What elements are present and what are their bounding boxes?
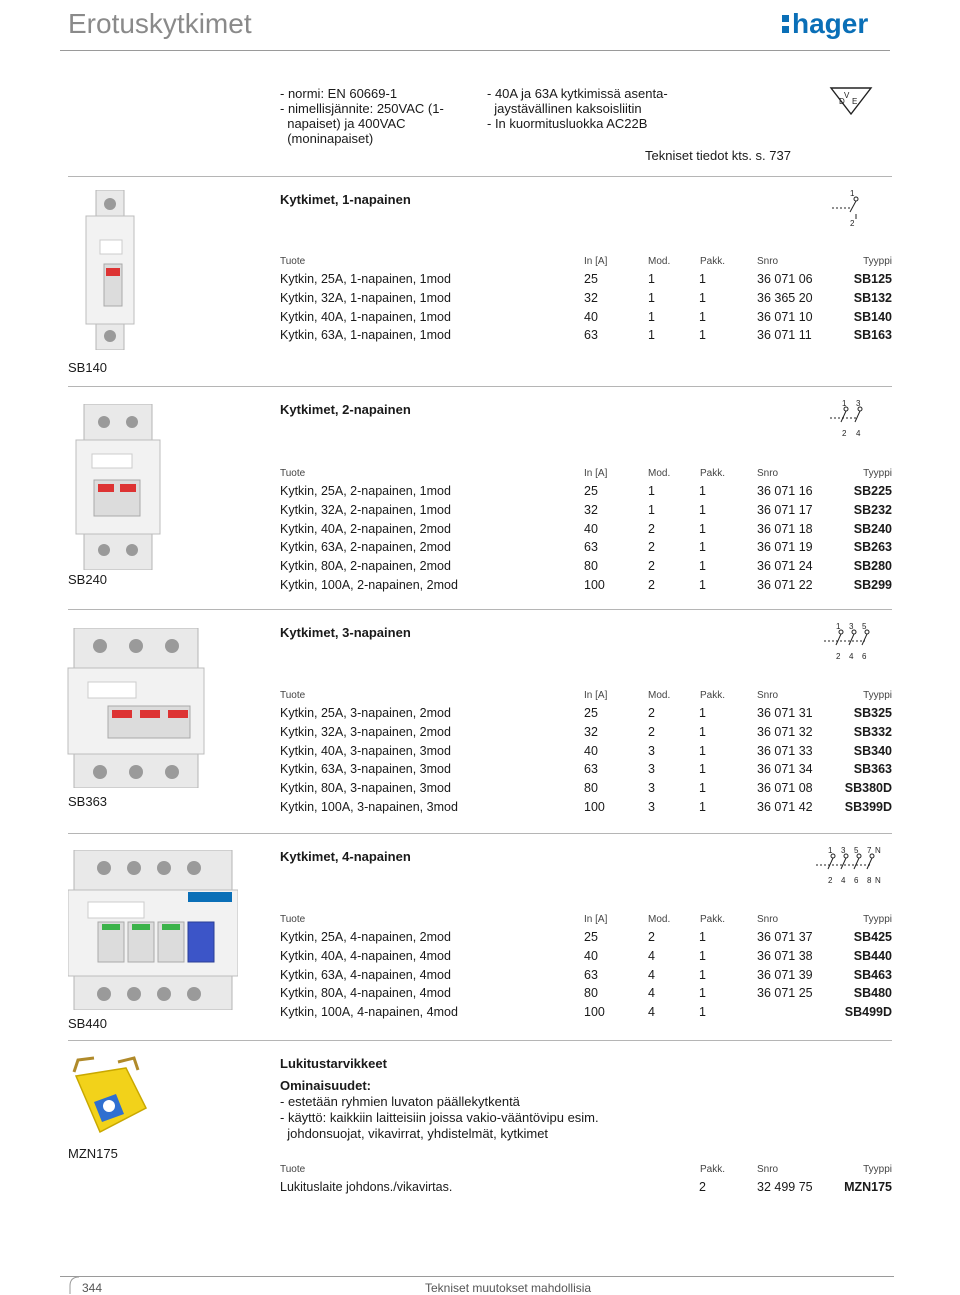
cell-product: Kytkin, 63A, 3-napainen, 3mod	[280, 762, 451, 777]
cell-snro: 36 071 08	[757, 781, 813, 796]
svg-text:5: 5	[854, 846, 859, 855]
table-row	[280, 744, 892, 763]
table-header	[280, 690, 892, 706]
cell-type: SB240	[853, 521, 892, 536]
cell-type: SB380D	[844, 781, 892, 796]
product-table-3pole	[280, 690, 892, 819]
cell-in: 100	[584, 799, 605, 814]
product-label-sb240: SB240	[68, 572, 108, 587]
svg-text:6: 6	[862, 652, 867, 661]
cell-snro: 36 071 31	[757, 706, 813, 720]
cell-product: Lukituslaite johdons./vikavirtas.	[280, 1180, 453, 1194]
intro-left-bullets	[280, 86, 444, 146]
cell-snro: 36 071 10	[757, 309, 813, 324]
footer-rule	[60, 1276, 894, 1277]
cell-snro: 36 071 19	[757, 540, 813, 555]
cell-type: SB480	[853, 986, 892, 1001]
cell-product: Kytkin, 25A, 4-napainen, 2mod	[280, 930, 451, 944]
cell-mod: 3	[648, 743, 655, 758]
svg-text:5: 5	[862, 622, 867, 631]
cell-type: SB125	[853, 272, 892, 286]
cell-type: SB399D	[844, 799, 892, 814]
vde-approval-icon	[827, 82, 875, 118]
cell-type: SB440	[853, 948, 892, 963]
table-header	[280, 468, 892, 484]
cell-type: SB163	[853, 328, 892, 343]
cell-snro: 36 071 42	[757, 799, 813, 814]
cell-pakk: 1	[699, 986, 706, 1001]
cell-in: 40	[584, 743, 598, 758]
cell-in: 25	[584, 484, 598, 498]
col-product: Tuote	[280, 914, 306, 925]
section-title-4pole: Kytkimet, 4-napainen	[280, 849, 411, 864]
cell-pakk: 1	[699, 309, 706, 324]
switch-symbol-1pole-icon	[826, 186, 876, 228]
cell-type: SB340	[853, 743, 892, 758]
svg-text:2: 2	[836, 652, 841, 661]
cell-pakk: 1	[699, 930, 706, 944]
table-header	[280, 914, 892, 930]
table-row	[280, 310, 892, 329]
svg-text:2: 2	[850, 219, 855, 228]
col-in: In [A]	[584, 914, 608, 925]
bullet-terminal: - 40A ja 63A kytkimissä asenta-	[487, 86, 668, 101]
table-header	[280, 256, 892, 272]
feature-item: - käyttö: kaikkiin laitteisiin joissa vakio-vääntövipu esim.	[280, 1110, 599, 1125]
col-product: Tuote	[280, 468, 306, 479]
cell-in: 25	[584, 930, 598, 944]
svg-text:6: 6	[854, 876, 859, 885]
cell-product: Kytkin, 32A, 2-napainen, 1mod	[280, 502, 451, 517]
cell-mod: 2	[648, 706, 655, 720]
cell-product: Kytkin, 63A, 4-napainen, 4mod	[280, 967, 451, 982]
svg-text:E: E	[852, 97, 858, 106]
cell-pakk: 1	[699, 799, 706, 814]
cell-in: 63	[584, 967, 598, 982]
table-row	[280, 578, 892, 597]
col-mod: Mod.	[648, 256, 671, 267]
col-pakk: Pakk.	[700, 690, 726, 701]
cell-product: Kytkin, 100A, 4-napainen, 4mod	[280, 1005, 458, 1020]
col-type: Tyyppi	[863, 1164, 892, 1175]
cell-product: Kytkin, 80A, 2-napainen, 2mod	[280, 559, 451, 574]
svg-text:1: 1	[828, 846, 833, 855]
cell-pakk: 1	[699, 577, 706, 592]
cell-product: Kytkin, 40A, 2-napainen, 2mod	[280, 521, 451, 536]
col-pakk: Pakk.	[700, 1164, 726, 1175]
cell-type: MZN175	[844, 1180, 892, 1194]
cell-pakk: 1	[699, 540, 706, 555]
table-row	[280, 968, 892, 987]
product-image-sb240	[68, 404, 168, 570]
cell-in: 25	[584, 272, 598, 286]
features-title: Ominaisuudet:	[280, 1078, 372, 1093]
cell-pakk: 1	[699, 781, 706, 796]
page-number: 344	[82, 1281, 103, 1295]
svg-text:4: 4	[849, 652, 854, 661]
cell-product: Kytkin, 80A, 3-napainen, 3mod	[280, 781, 451, 796]
col-type: Tyyppi	[863, 256, 892, 267]
col-snro: Snro	[757, 468, 779, 479]
cell-type: SB140	[853, 309, 892, 324]
product-table-accessories	[280, 1164, 892, 1199]
cell-snro: 36 071 18	[757, 521, 813, 536]
cell-product: Kytkin, 40A, 1-napainen, 1mod	[280, 309, 451, 324]
table-row	[280, 272, 892, 291]
col-product: Tuote	[280, 256, 306, 267]
svg-text:4: 4	[856, 429, 861, 438]
section-separator	[68, 609, 892, 610]
cell-in: 32	[584, 502, 598, 517]
cell-type: SB232	[853, 502, 892, 517]
svg-text:N: N	[875, 876, 881, 885]
bullet-category: - In kuormitusluokka AC22B	[487, 116, 648, 131]
cell-mod: 3	[648, 781, 655, 796]
footer-corner-icon	[68, 1276, 80, 1294]
cell-in: 40	[584, 948, 598, 963]
svg-text:8: 8	[867, 876, 872, 885]
cell-snro: 36 365 20	[757, 290, 813, 305]
feature-item: johdonsuojat, vikavirrat, yhdistelmät, kytkimet	[280, 1126, 549, 1141]
bullet-voltage: - nimellisjännite: 250VAC (1-	[280, 101, 444, 116]
cell-product: Kytkin, 25A, 2-napainen, 1mod	[280, 484, 451, 498]
table-row	[280, 1005, 892, 1024]
cell-in: 40	[584, 521, 598, 536]
cell-mod: 1	[648, 309, 655, 324]
cell-type: SB425	[853, 930, 892, 944]
cell-mod: 1	[648, 502, 655, 517]
cell-snro: 36 071 32	[757, 724, 813, 739]
cell-snro: 32 499 75	[757, 1180, 813, 1194]
section-title-2pole: Kytkimet, 2-napainen	[280, 402, 411, 417]
cell-pakk: 1	[699, 484, 706, 498]
cell-mod: 3	[648, 799, 655, 814]
col-snro: Snro	[757, 914, 779, 925]
cell-product: Kytkin, 63A, 1-napainen, 1mod	[280, 328, 451, 343]
cell-pakk: 2	[699, 1180, 706, 1194]
cell-product: Kytkin, 32A, 3-napainen, 2mod	[280, 724, 451, 739]
svg-text:N: N	[875, 846, 881, 855]
cell-pakk: 1	[699, 328, 706, 343]
section-title-accessories: Lukitustarvikkeet	[280, 1056, 387, 1071]
cell-mod: 4	[648, 967, 655, 982]
cell-pakk: 1	[699, 724, 706, 739]
cell-in: 32	[584, 290, 598, 305]
product-label-mzn175: MZN175	[68, 1146, 118, 1161]
table-row	[280, 559, 892, 578]
product-label-sb363: SB363	[68, 794, 108, 809]
cell-pakk: 1	[699, 948, 706, 963]
cell-mod: 1	[648, 484, 655, 498]
table-row	[280, 725, 892, 744]
svg-text:2: 2	[842, 429, 847, 438]
cell-snro: 36 071 11	[757, 328, 812, 343]
cell-type: SB463	[853, 967, 892, 982]
cell-snro: 36 071 38	[757, 948, 813, 963]
cell-mod: 1	[648, 272, 655, 286]
cell-snro: 36 071 34	[757, 762, 813, 777]
section-separator	[68, 176, 892, 177]
cell-mod: 2	[648, 559, 655, 574]
table-row	[280, 986, 892, 1005]
product-image-mzn175	[64, 1052, 154, 1138]
section-separator	[68, 1040, 892, 1041]
cell-type: SB363	[853, 762, 892, 777]
cell-mod: 3	[648, 762, 655, 777]
cell-snro: 36 071 37	[757, 930, 813, 944]
cell-mod: 4	[648, 948, 655, 963]
cell-pakk: 1	[699, 559, 706, 574]
cell-type: SB325	[853, 706, 892, 720]
col-product: Tuote	[280, 690, 306, 701]
col-product: Tuote	[280, 1164, 306, 1175]
switch-symbol-2pole-icon	[826, 396, 876, 438]
cell-in: 80	[584, 986, 598, 1001]
cell-in: 25	[584, 706, 598, 720]
cell-product: Kytkin, 25A, 3-napainen, 2mod	[280, 706, 451, 720]
cell-snro: 36 071 16	[757, 484, 813, 498]
table-row	[280, 781, 892, 800]
cell-in: 63	[584, 328, 598, 343]
product-image-sb140	[68, 190, 152, 350]
col-in: In [A]	[584, 468, 608, 479]
table-row	[280, 1180, 892, 1199]
cell-pakk: 1	[699, 706, 706, 720]
svg-text:3: 3	[856, 399, 861, 408]
svg-text:hager: hager	[792, 8, 869, 39]
cell-mod: 2	[648, 930, 655, 944]
product-label-sb440: SB440	[68, 1016, 108, 1031]
cell-type: SB263	[853, 540, 892, 555]
cell-mod: 2	[648, 521, 655, 536]
cell-snro: 36 071 24	[757, 559, 813, 574]
cell-in: 100	[584, 577, 605, 592]
footer-note: Tekniset muutokset mahdollisia	[425, 1281, 592, 1295]
cell-snro: 36 071 06	[757, 272, 813, 286]
section-title-3pole: Kytkimet, 3-napainen	[280, 625, 411, 640]
col-pakk: Pakk.	[700, 256, 726, 267]
product-table-1pole	[280, 256, 892, 347]
table-row	[280, 328, 892, 347]
svg-text:V: V	[844, 91, 850, 100]
header-rule	[60, 50, 890, 51]
hager-logo	[782, 6, 882, 42]
col-snro: Snro	[757, 256, 779, 267]
cell-type: SB332	[853, 724, 892, 739]
cell-in: 63	[584, 762, 598, 777]
cell-mod: 1	[648, 290, 655, 305]
cell-pakk: 1	[699, 1005, 706, 1020]
product-table-2pole	[280, 468, 892, 597]
cell-product: Kytkin, 100A, 3-napainen, 3mod	[280, 799, 458, 814]
cell-in: 63	[584, 540, 598, 555]
svg-text:3: 3	[849, 622, 854, 631]
table-row	[280, 762, 892, 781]
col-type: Tyyppi	[863, 468, 892, 479]
cell-snro: 36 071 25	[757, 986, 813, 1001]
table-row	[280, 930, 892, 949]
product-label-sb140: SB140	[68, 360, 108, 375]
features-list	[280, 1094, 599, 1142]
switch-symbol-3pole-icon	[820, 619, 880, 661]
cell-snro: 36 071 39	[757, 967, 813, 982]
svg-text:2: 2	[828, 876, 833, 885]
svg-text:4: 4	[841, 876, 846, 885]
cell-product: Kytkin, 80A, 4-napainen, 4mod	[280, 986, 451, 1001]
col-type: Tyyppi	[863, 914, 892, 925]
col-mod: Mod.	[648, 468, 671, 479]
cell-mod: 2	[648, 724, 655, 739]
section-title-1pole: Kytkimet, 1-napainen	[280, 192, 411, 207]
cell-product: Kytkin, 40A, 4-napainen, 4mod	[280, 948, 451, 963]
svg-text:1: 1	[836, 622, 841, 631]
table-row	[280, 800, 892, 819]
cell-pakk: 1	[699, 521, 706, 536]
product-image-sb363	[66, 628, 206, 788]
cell-pakk: 1	[699, 502, 706, 517]
section-separator	[68, 833, 892, 834]
svg-text:1: 1	[842, 399, 847, 408]
col-in: In [A]	[584, 690, 608, 701]
col-pakk: Pakk.	[700, 914, 726, 925]
feature-item: - estetään ryhmien luvaton päällekytkentä	[280, 1094, 520, 1109]
cell-pakk: 1	[699, 290, 706, 305]
cell-type: SB299	[853, 577, 892, 592]
cell-mod: 4	[648, 986, 655, 1001]
cell-type: SB499D	[844, 1005, 892, 1020]
cell-product: Kytkin, 63A, 2-napainen, 2mod	[280, 540, 451, 555]
cell-product: Kytkin, 40A, 3-napainen, 3mod	[280, 743, 451, 758]
table-row	[280, 540, 892, 559]
bullet-voltage-cont2: (moninapaiset)	[280, 131, 374, 146]
table-row	[280, 949, 892, 968]
product-image-sb440	[68, 850, 238, 1010]
col-snro: Snro	[757, 690, 779, 701]
svg-text:D: D	[839, 97, 845, 106]
col-type: Tyyppi	[863, 690, 892, 701]
cell-pakk: 1	[699, 743, 706, 758]
cell-pakk: 1	[699, 272, 706, 286]
cell-in: 80	[584, 559, 598, 574]
col-in: In [A]	[584, 256, 608, 267]
cell-type: SB280	[853, 559, 892, 574]
cell-type: SB132	[853, 290, 892, 305]
switch-symbol-4pole-icon	[812, 843, 888, 885]
table-row	[280, 706, 892, 725]
col-pakk: Pakk.	[700, 468, 726, 479]
section-separator	[68, 386, 892, 387]
table-row	[280, 484, 892, 503]
cell-product: Kytkin, 100A, 2-napainen, 2mod	[280, 577, 458, 592]
intro-right-bullets	[487, 86, 668, 131]
cell-snro: 36 071 33	[757, 743, 813, 758]
cell-type: SB225	[853, 484, 892, 498]
cell-product: Kytkin, 32A, 1-napainen, 1mod	[280, 290, 451, 305]
cell-mod: 4	[648, 1005, 655, 1020]
cell-in: 40	[584, 309, 598, 324]
col-mod: Mod.	[648, 914, 671, 925]
svg-text:3: 3	[841, 846, 846, 855]
table-row	[280, 503, 892, 522]
cell-in: 100	[584, 1005, 605, 1020]
col-mod: Mod.	[648, 690, 671, 701]
cell-product: Kytkin, 25A, 1-napainen, 1mod	[280, 272, 451, 286]
cell-in: 32	[584, 724, 598, 739]
product-table-4pole	[280, 914, 892, 1024]
table-row	[280, 522, 892, 541]
cell-pakk: 1	[699, 762, 706, 777]
cell-in: 80	[584, 781, 598, 796]
cell-pakk: 1	[699, 967, 706, 982]
bullet-voltage-cont: napaiset) ja 400VAC	[280, 116, 406, 131]
svg-text:7: 7	[867, 846, 872, 855]
cell-mod: 2	[648, 577, 655, 592]
svg-text:1: 1	[850, 189, 855, 198]
table-header	[280, 1164, 892, 1180]
col-snro: Snro	[757, 1164, 779, 1175]
bullet-terminal-cont: jaystävällinen kaksoisliitin	[487, 101, 642, 116]
table-row	[280, 291, 892, 310]
cell-snro: 36 071 22	[757, 577, 813, 592]
cell-snro: 36 071 17	[757, 502, 813, 517]
cell-mod: 1	[648, 328, 655, 343]
page-title: Erotuskytkimet	[68, 8, 252, 39]
bullet-standard: - normi: EN 60669-1	[280, 86, 398, 101]
cell-mod: 2	[648, 540, 655, 555]
tech-reference: Tekniset tiedot kts. s. 737	[645, 148, 791, 163]
